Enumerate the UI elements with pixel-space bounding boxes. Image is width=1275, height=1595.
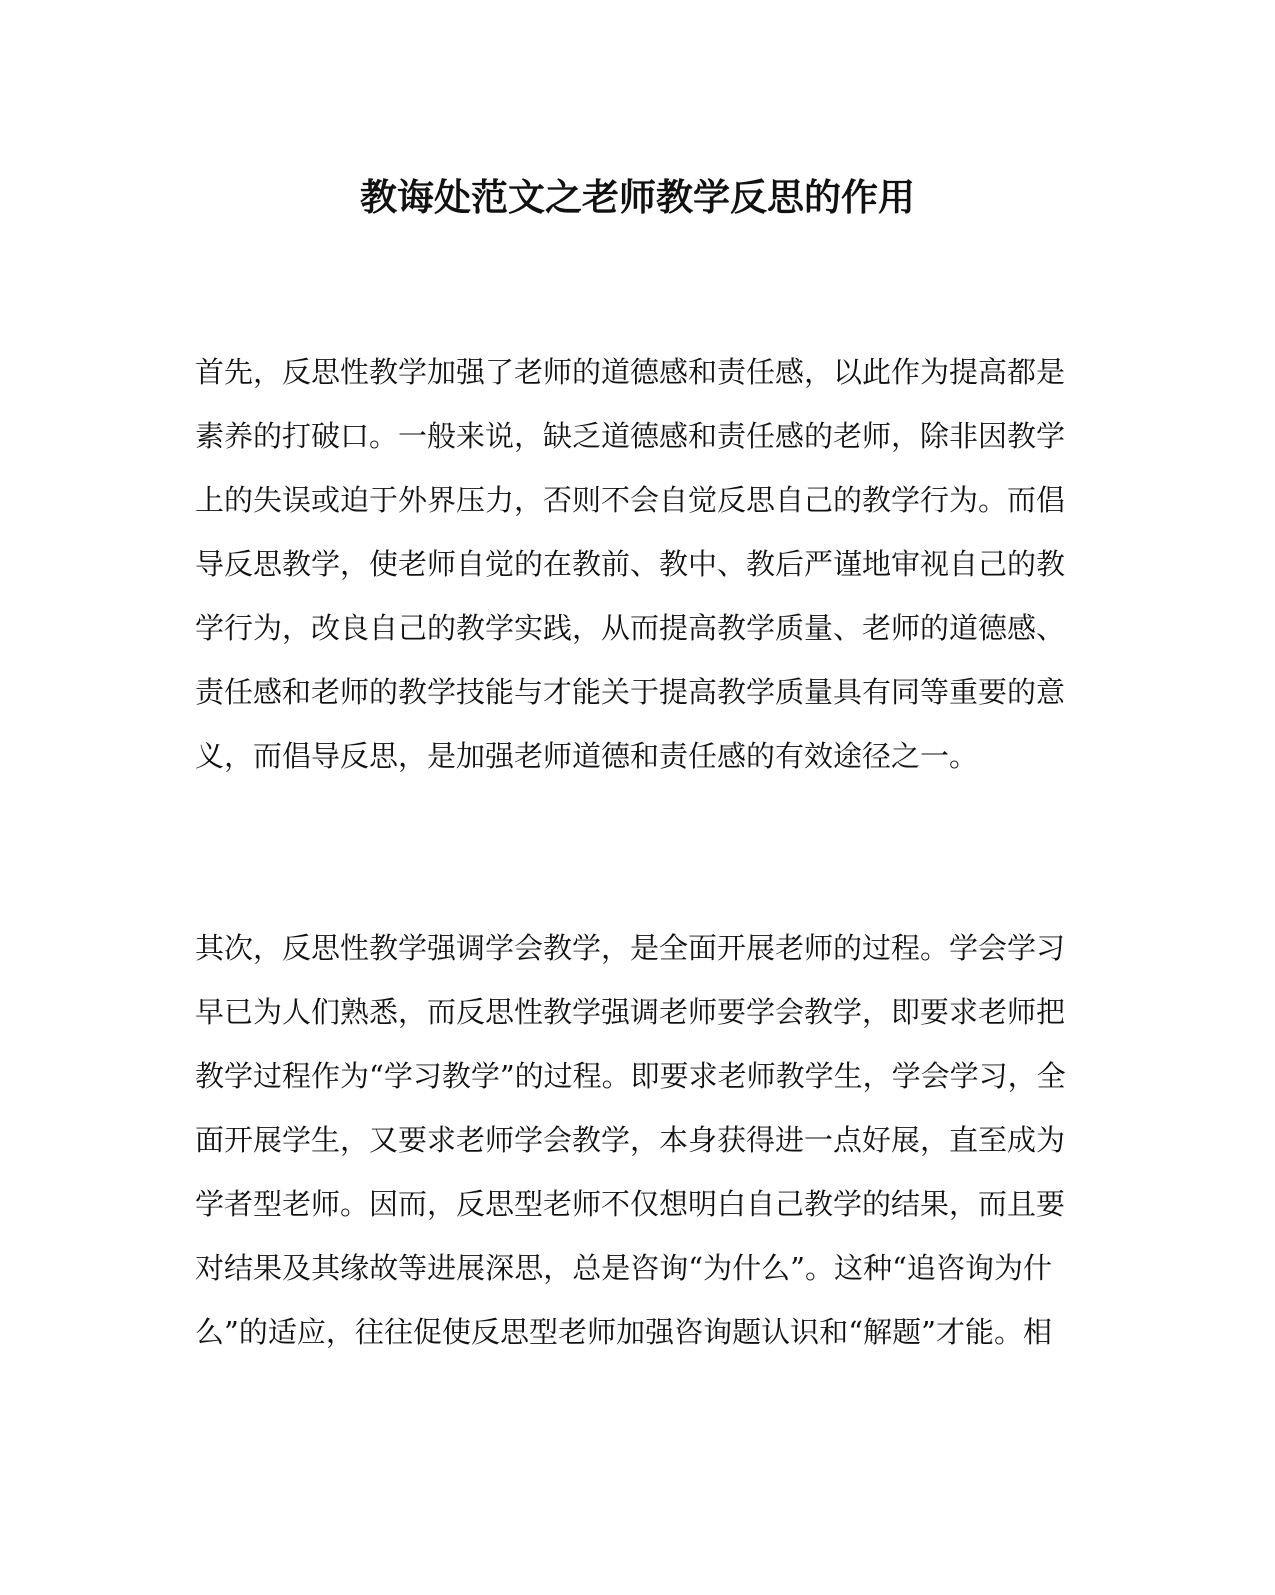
paragraph-line: 早已为人们熟悉，而反思性教学强调老师要学会教学，即要求老师把: [195, 995, 1066, 1029]
paragraph-line: 上的失误或迫于外界压力，否则不会自觉反思自己的教学行为。而倡: [195, 483, 1066, 517]
paragraph-line: 其次，反思性教学强调学会教学，是全面开展老师的过程。学会学习: [195, 931, 1066, 965]
document-title: 教诲处范文之老师教学反思的作用: [360, 175, 915, 219]
paragraph-line: 么”的适应，往往促使反思型老师加强咨询题认识和“解题”才能。相: [195, 1315, 1052, 1349]
paragraph-line: 责任感和老师的教学技能与才能关于提高教学质量具有同等重要的意: [195, 675, 1066, 709]
paragraph-line: 学者型老师。因而，反思型老师不仅想明白自己教学的结果，而且要: [195, 1187, 1066, 1221]
paragraph-line: 义，而倡导反思，是加强老师道德和责任感的有效途径之一。: [195, 739, 979, 773]
paragraph-line: 教学过程作为“学习教学”的过程。即要求老师教学生，学会学习，全: [195, 1059, 1066, 1093]
paragraph-line: 素养的打破口。一般来说，缺乏道德感和责任感的老师，除非因教学: [195, 419, 1066, 453]
paragraph-line: 面开展学生，又要求老师学会教学，本身获得进一点好展，直至成为: [195, 1123, 1066, 1157]
paragraph-line: 导反思教学，使老师自觉的在教前、教中、教后严谨地审视自己的教: [195, 547, 1066, 581]
paragraph-line: 首先，反思性教学加强了老师的道德感和责任感，以此作为提高都是: [195, 355, 1066, 389]
paragraph-line: 对结果及其缘故等进展深思，总是咨询“为什么”。这种“追咨询为什: [195, 1251, 1052, 1285]
paragraph-line: 学行为，改良自己的教学实践，从而提高教学质量、老师的道德感、: [195, 611, 1066, 645]
